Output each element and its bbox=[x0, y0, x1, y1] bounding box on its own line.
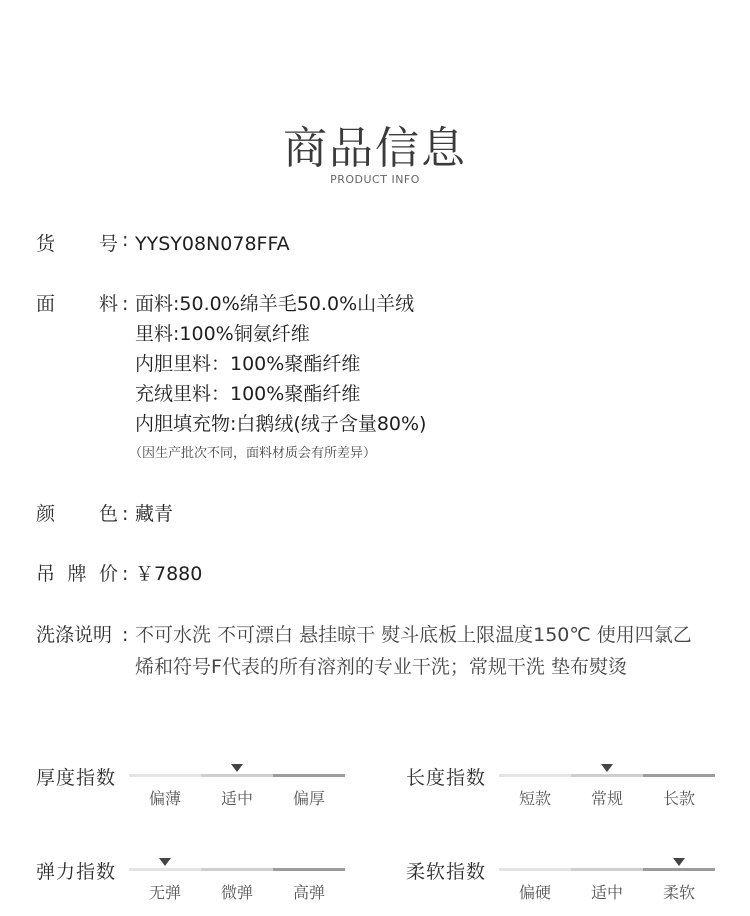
color-label bbox=[36, 499, 118, 529]
item-number-label-a: 货 bbox=[36, 233, 56, 255]
scale-segment bbox=[499, 774, 571, 777]
page-title: 商品信息 bbox=[283, 123, 467, 174]
item-number-value: YYSY08N078FFA bbox=[135, 233, 290, 255]
wash-label bbox=[36, 619, 122, 651]
fabric-label-b: 料 bbox=[98, 293, 118, 315]
scale-option: 长款 bbox=[662, 789, 695, 808]
scale-option: 偏薄 bbox=[148, 789, 181, 808]
item-number-row bbox=[36, 229, 726, 259]
scale-marker bbox=[601, 764, 613, 772]
fabric-line: 内胆里料：100%聚酯纤维 bbox=[135, 353, 361, 375]
scale-marker bbox=[159, 858, 171, 866]
scale-segment bbox=[129, 868, 201, 871]
thickness-index-scale bbox=[129, 764, 345, 808]
scale-segment bbox=[643, 774, 715, 777]
wash-line: 烯和符号F代表的所有溶剂的专业干洗；常规干洗 垫布熨烫 bbox=[135, 656, 627, 678]
wash-label-text: 洗涤说明 bbox=[36, 624, 113, 646]
scale-segment bbox=[201, 774, 273, 777]
elasticity-index-label: 弹力指数 bbox=[36, 861, 117, 883]
thickness-index-label: 厚度指数 bbox=[36, 767, 117, 789]
scale-segment bbox=[571, 868, 643, 871]
scale-segment bbox=[499, 868, 571, 871]
price-row bbox=[36, 559, 726, 589]
price-label-a: 吊 bbox=[36, 563, 56, 585]
scale-marker bbox=[231, 764, 243, 772]
color-label-a: 颜 bbox=[36, 503, 56, 525]
scale-option: 常规 bbox=[590, 789, 623, 808]
fabric-label-a: 面 bbox=[36, 293, 56, 315]
item-number-label-b: 号 bbox=[98, 233, 118, 255]
item-number-colon: : bbox=[122, 229, 129, 251]
fabric-colon: : bbox=[122, 293, 129, 315]
wash-row bbox=[36, 619, 726, 689]
fabric-line: 里料:100%铜氨纤维 bbox=[135, 323, 310, 345]
fabric-line: 内胆填充物:白鹅绒(绒子含量80%) bbox=[135, 413, 427, 435]
page-subtitle: PRODUCT INFO bbox=[330, 173, 420, 186]
softness-index-scale bbox=[499, 858, 715, 902]
elasticity-index-scale bbox=[129, 858, 345, 902]
scale-segment bbox=[129, 774, 201, 777]
color-colon: : bbox=[122, 503, 129, 525]
scale-option: 柔软 bbox=[662, 883, 695, 902]
fabric-value bbox=[129, 289, 427, 464]
price-value: ￥7880 bbox=[135, 563, 203, 585]
item-number-label bbox=[36, 229, 118, 256]
scale-segment bbox=[571, 774, 643, 777]
scale-option: 适中 bbox=[590, 883, 623, 902]
price-label-b: 价 bbox=[98, 563, 118, 585]
scale-segment bbox=[273, 774, 345, 777]
length-index-scale bbox=[499, 764, 715, 808]
wash-value bbox=[135, 619, 720, 683]
price-label-m: 牌 bbox=[67, 563, 87, 585]
fabric-line: 面料:50.0%绵羊毛50.0%山羊绒 bbox=[135, 293, 415, 315]
price-colon: : bbox=[122, 563, 129, 585]
softness-index-label: 柔软指数 bbox=[406, 861, 487, 883]
color-value: 藏青 bbox=[135, 503, 174, 525]
fabric-label bbox=[36, 289, 118, 319]
color-label-b: 色 bbox=[98, 503, 118, 525]
fabric-line: 充绒里料：100%聚酯纤维 bbox=[135, 383, 361, 405]
length-index-label: 长度指数 bbox=[406, 767, 487, 789]
scale-option: 短款 bbox=[518, 789, 551, 808]
scale-segment bbox=[643, 868, 715, 871]
color-row bbox=[36, 499, 726, 529]
scale-option: 适中 bbox=[220, 789, 253, 808]
scale-option: 微弹 bbox=[220, 883, 253, 902]
scale-option: 无弹 bbox=[148, 883, 181, 902]
fabric-note: （因生产批次不同，面料材质会有所差异） bbox=[129, 446, 377, 461]
scale-option: 偏硬 bbox=[518, 883, 551, 902]
scale-option: 高弹 bbox=[292, 883, 325, 902]
scale-segment bbox=[273, 868, 345, 871]
wash-line: 不可水洗 不可漂白 悬挂晾干 熨斗底板上限温度150℃ 使用四氯乙 bbox=[135, 624, 692, 646]
scale-segment bbox=[201, 868, 273, 871]
wash-colon: : bbox=[122, 624, 129, 646]
fabric-row bbox=[36, 289, 726, 469]
scale-option: 偏厚 bbox=[292, 789, 325, 808]
scale-marker bbox=[673, 858, 685, 866]
price-label bbox=[36, 559, 118, 589]
